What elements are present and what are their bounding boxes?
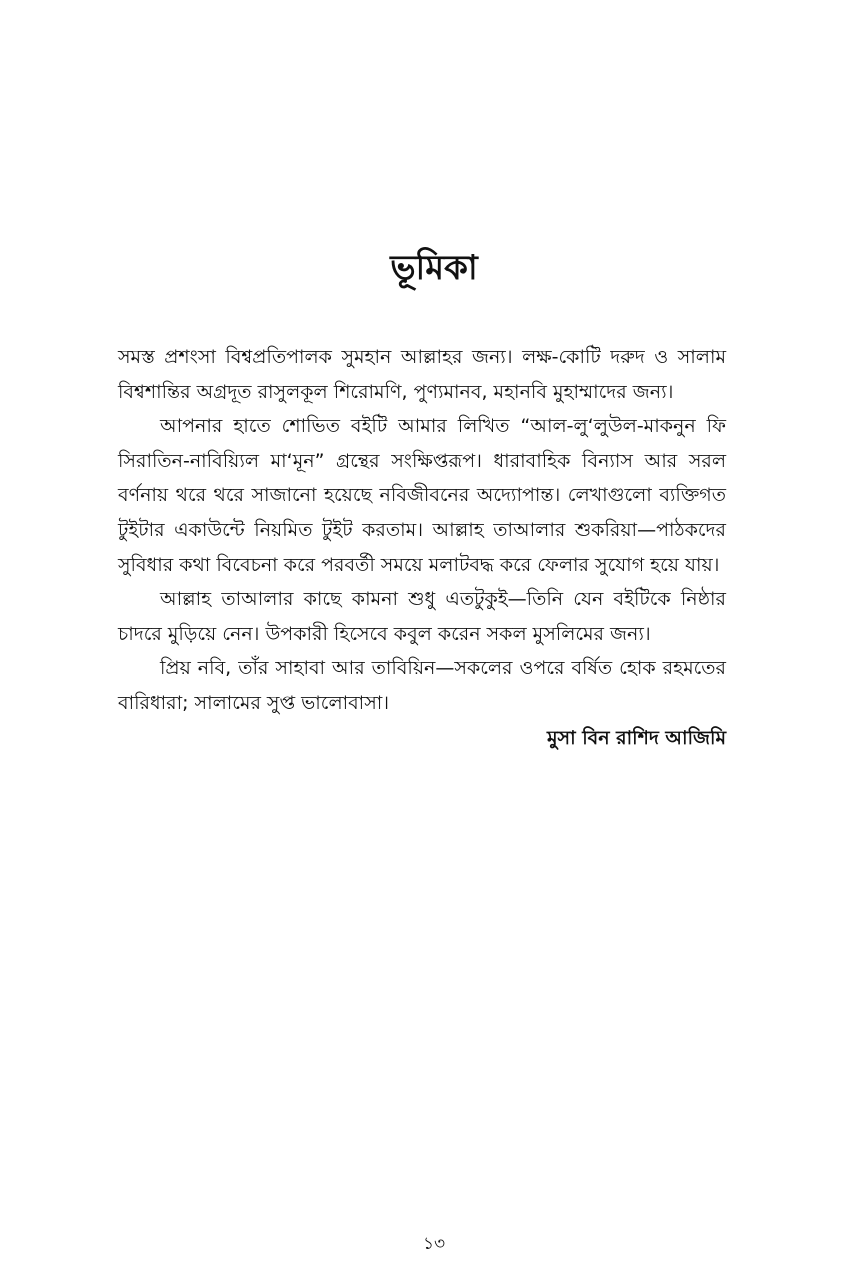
paragraph-3: আল্লাহ তাআলার কাছে কামনা শুধু এতটুকুই—তিনি যেন বইটিকে নিষ্ঠার চাদরে মুড়িয়ে নেন। উপকারী হিসেবে কবুল করেন সকল মুসলিমের জন্য।: [118, 588, 726, 645]
page-number: ১৩: [422, 1234, 446, 1254]
preface-body: [118, 340, 726, 755]
paragraph-2: আপনার হাতে শোভিত বইটি আমার লিখিত “আল-লু‘লুউল-মাকনুন ফি সিরাতিন-নাবিয়্যিল মা‘মূন” গ্রন্থের সংক্ষিপ্তরূপ। ধারাবাহিক বিন্যাস আর সরল বর্ণনায় থরে থরে সাজানো হয়েছে নবিজীবনের অদ্যোপান্ত। লেখাগুলো ব্যক্তিগত টুইটার একাউন্টে নিয়মিত টুইট করতাম। আল্লাহ তাআলার শুকরিয়া—পাঠকদের সুবিধার কথা বিবেচনা করে পরবর্তী সময়ে মলাটবদ্ধ করে ফেলার সুযোগ হয়ে যায়।: [118, 415, 726, 576]
paragraph-1: সমস্ত প্রশংসা বিশ্বপ্রতিপালক সুমহান আল্লাহর জন্য। লক্ষ-কোটি দরুদ ও সালাম বিশ্বশান্তির অগ্রদূত রাসুলকূল শিরোমণি, পুণ্যমানব, মহানবি মুহাম্মাদের জন্য।: [118, 346, 726, 403]
paragraph-4: প্রিয় নবি, তাঁর সাহাবা আর তাবিয়িন—সকলের ওপরে বর্ষিত হোক রহমতের বারিধারা; সালামের সুপ্ত ভালোবাসা।: [118, 657, 726, 714]
author-signature: মুসা বিন রাশিদ আজিমি: [546, 726, 726, 749]
page-title: ভূমিকা: [390, 248, 478, 288]
